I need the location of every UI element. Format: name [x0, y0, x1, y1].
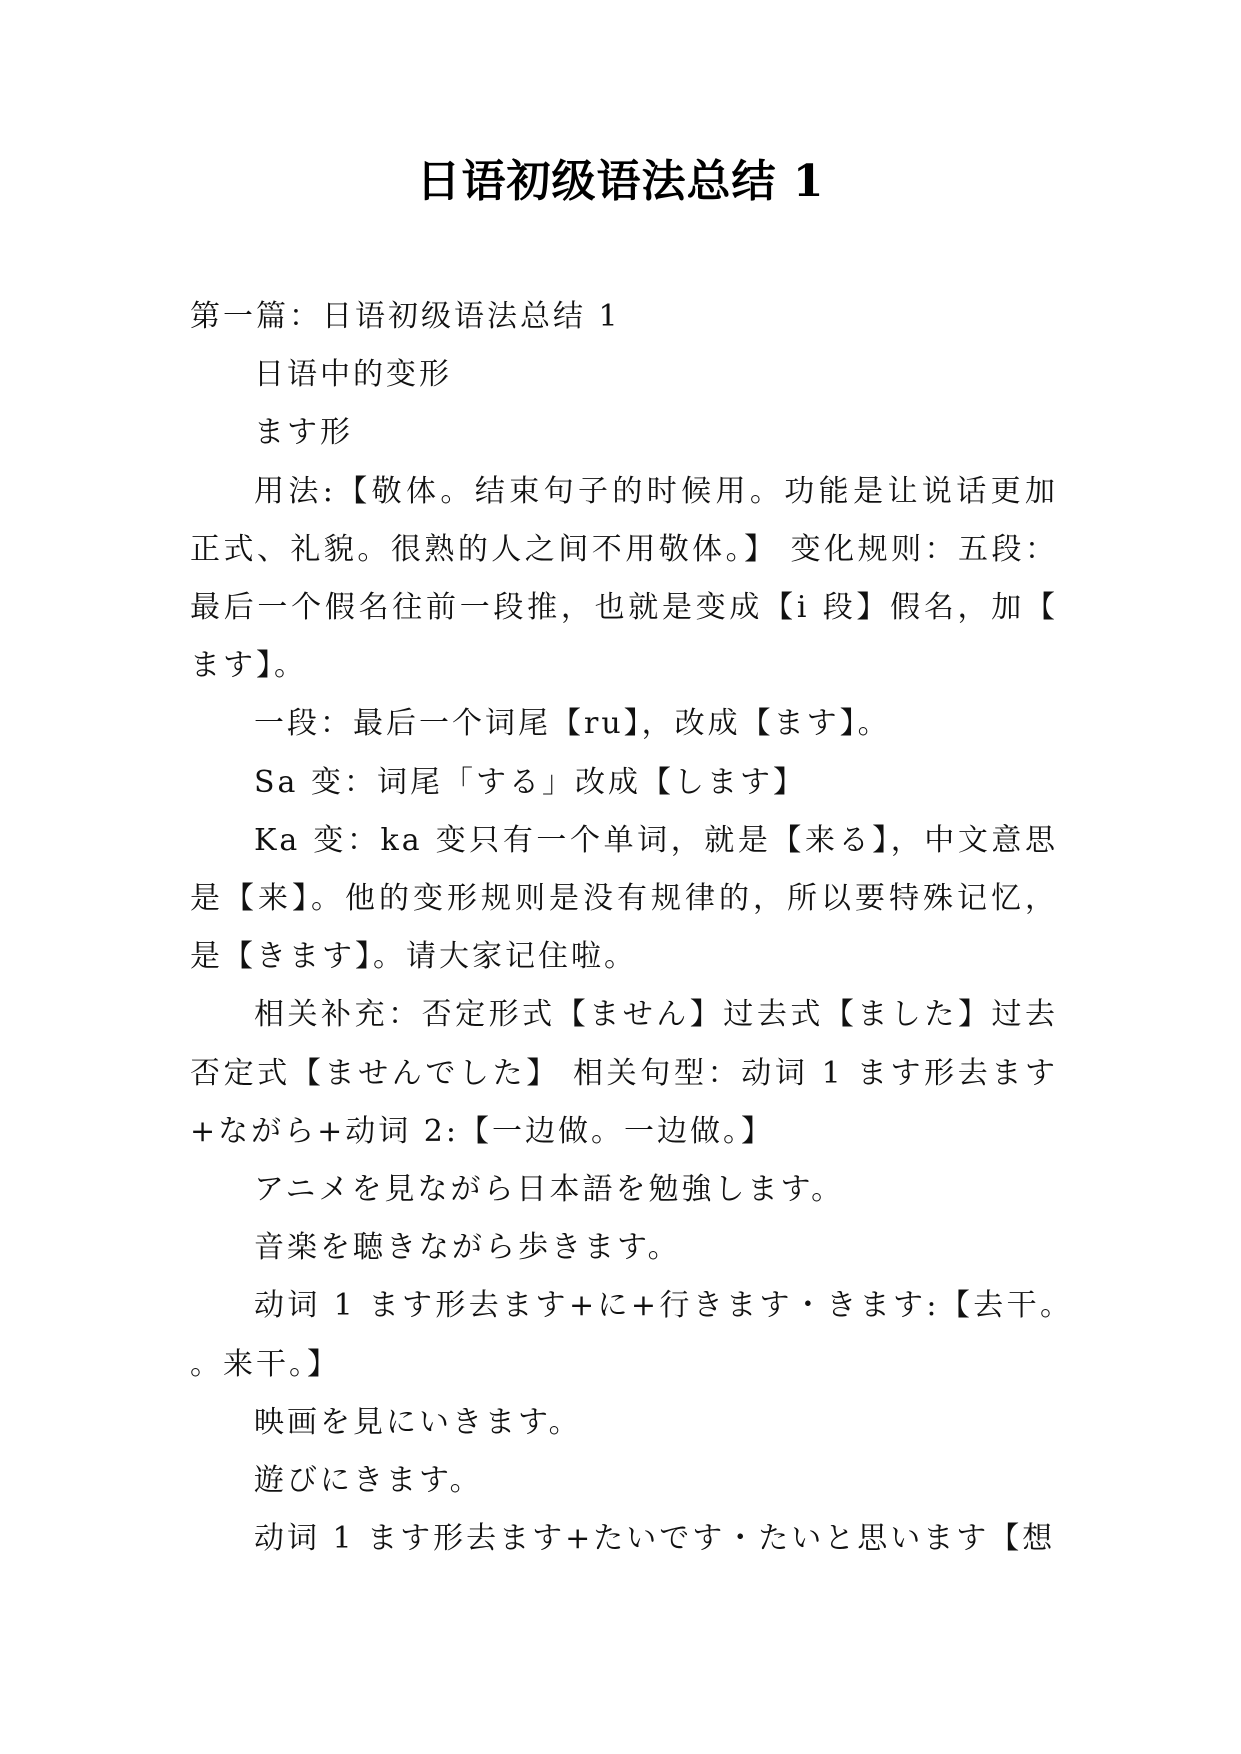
paragraph: 动词 1 ます形去ます+に+行きます・きます:【去干。。来干。】 — [190, 1288, 1058, 1382]
paragraph: 一段：最后一个词尾【ru】，改成【ます】。 — [254, 706, 891, 742]
paragraph: 动词 1 ます形去ます+たいです・たいと思います【想 — [254, 1521, 1056, 1557]
paragraph: Ka 变：ka 变只有一个单词，就是【来る】，中文意思是【来】。他的变形规则是没有规律的，所以要特殊记忆，是【きます】。请大家记住啦。 — [190, 822, 1058, 975]
paragraph: 用法:【敬体。结束句子的时候用。功能是让说话更加正式、礼貌。很熟的人之间不用敬体。】 变化规则：五段：最后一个假名往前一段推，也就是变成【i 段】假名，加【ます】。 — [190, 473, 1058, 684]
paragraph: 相关补充：否定形式【ません】过去式【ました】过去否定式【ませんでした】 相关句型：动词 1 ます形去ます+ながら+动词 2:【一边做。一边做。】 — [190, 997, 1058, 1149]
paragraph: 映画を見にいきます。 — [254, 1404, 582, 1440]
paragraph: ます形 — [254, 415, 353, 451]
paragraph: 遊びにきます。 — [254, 1463, 483, 1499]
paragraph: Sa 变：词尾「する」改成【します】 — [254, 764, 806, 800]
document-body — [190, 288, 1058, 1568]
paragraph: 第一篇：日语初级语法总结 1 — [190, 299, 621, 334]
paragraph: 日语中的变形 — [254, 357, 452, 393]
paragraph: アニメを見ながら日本語を勉強します。 — [254, 1172, 845, 1208]
paragraph: 音楽を聴きながら歩きます。 — [254, 1230, 681, 1266]
document-title: 日语初级语法总结 1 — [416, 156, 825, 207]
